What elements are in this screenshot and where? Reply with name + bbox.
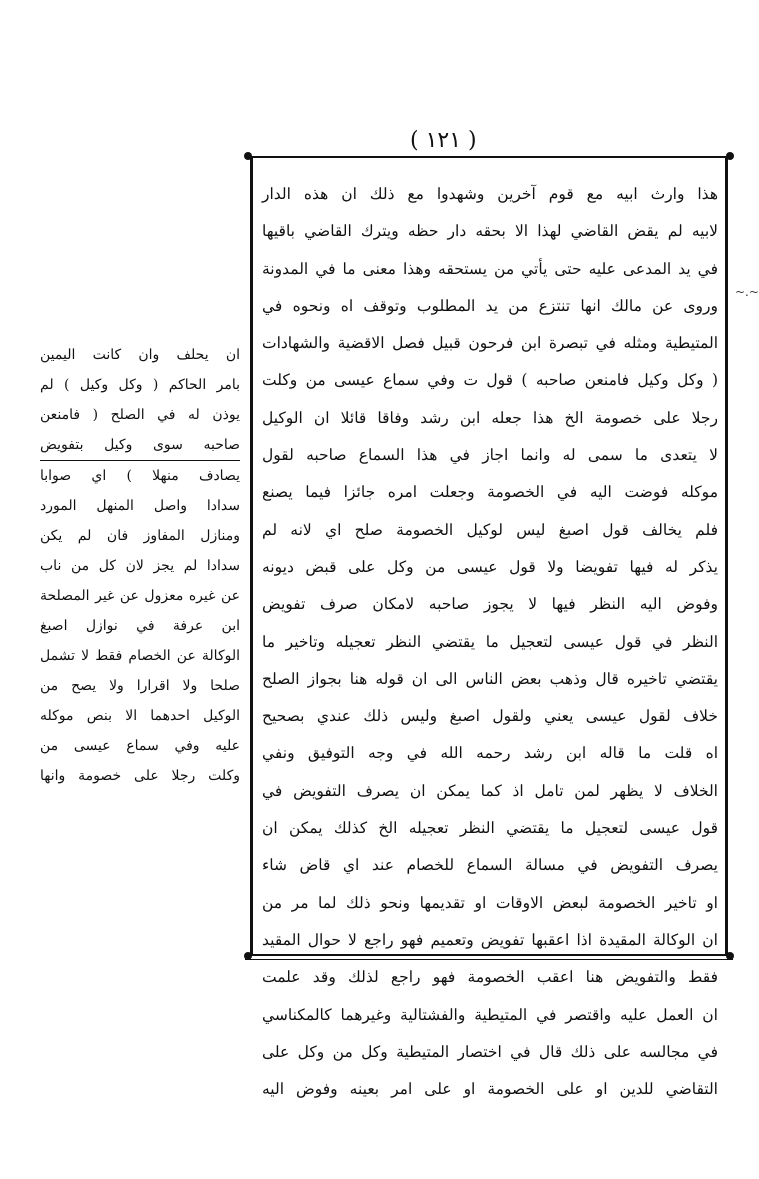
margin-line: يصادف منهلا ) اي صوابا — [40, 468, 240, 484]
text-line: النظر في قول عيسى لتعجيل ما يقتضي النظر تعجيله وتاخير ما — [262, 632, 718, 651]
margin-line: ابن عرفة في نوازل اصبغ — [40, 618, 240, 634]
text-line: وروى عن مالك انها تنتزع من يد المطلوب وتوقف اه ونحوه في — [262, 296, 718, 315]
margin-line: الوكيل احدهما الا بنص موكله — [40, 708, 240, 724]
text-line: في يد المدعى عليه حتى يأتي من يستحقه وهذا معنى ما في المدونة — [262, 259, 718, 278]
margin-line: الوكالة عن الخصام فقط لا تشمل — [40, 648, 240, 664]
margin-line: بامر الحاكم ( وكل وكيل ) لم — [40, 377, 240, 393]
text-line: المتيطية ومثله في تبصرة ابن فرحون قبيل فصل الاقضية والشهادات — [262, 334, 718, 353]
frame-corner-ornament — [726, 152, 734, 160]
text-line: اه قلت ما قاله ابن رشد رحمه الله في وجه التوفيق ونفي — [262, 744, 718, 763]
text-line: قول عيسى لتعجيل ما يقتضي النظر تعجيله الخ كذلك يمكن ان — [262, 819, 718, 838]
margin-line: صاحبه سوى وكيل بتفويض — [40, 430, 240, 461]
text-line: فلم يخالف قول اصبغ ليس لوكيل الخصومة صلح اي لانه لم — [262, 520, 718, 539]
side-mark: ~.~ — [735, 285, 759, 299]
margin-line: عليه وفي سماع عيسى من — [40, 738, 240, 754]
text-line: موكله فوضت اليه في الخصومة وجعلت امره جائزا فيما يصنع — [262, 483, 718, 502]
frame-corner-ornament — [726, 952, 734, 960]
page-number: ( ١٢١ ) — [410, 128, 477, 153]
text-line: يقتضي تاخيره قال وذهب بعض الناس الى ان قوله هنا بجواز الصلح — [262, 669, 718, 688]
text-line: لابيه لم يقض القاضي لهذا الا بحقه دار حظه ويترك القاضي باقيها — [262, 222, 718, 241]
margin-line: وكلت رجلا على خصومة وانها — [40, 768, 240, 784]
margin-line: سدادا لم يجز لان كل من ناب — [40, 558, 240, 574]
margin-line: سدادا واصل المنهل المورد — [40, 498, 240, 514]
main-body-text — [262, 176, 718, 1108]
margin-line: عن غيره معزول عن غير المصلحة — [40, 588, 240, 604]
margin-line: يوذن له في الصلح ( فامنعن — [40, 407, 240, 423]
text-line: خلاف لقول عيسى يعني ولقول اصبغ وليس ذلك عندي بصحيح — [262, 707, 718, 726]
margin-line: ان يحلف وان كانت اليمين — [40, 347, 240, 363]
frame-corner-ornament — [244, 952, 252, 960]
text-line: ( وكل وكيل فامنعن صاحبه ) قول ت وفي سماع عيسى من وكلت — [262, 371, 718, 390]
text-line: رجلا على خصومة الخ هذا جعله ابن رشد وفاقا قائلا ان الوكيل — [262, 408, 718, 427]
text-line: ان الوكالة المقيدة اذا اعقبها تفويض وتعميم فهو راجع لا حوال المقيد — [262, 930, 718, 949]
text-line: ان العمل عليه واقتصر في المتيطية والفشتالية وغيرهما كالمكناسي — [262, 1005, 718, 1024]
text-line: هذا وارث ابيه مع قوم آخرين وشهدوا مع ذلك ان هذه الدار — [262, 185, 718, 203]
frame-corner-ornament — [244, 152, 252, 160]
text-line: يذكر له فيها تفويضا ولا قول عيسى من وكل على قبض ديونه — [262, 557, 718, 576]
text-line: وفوض اليه النظر فيها لا يجوز صاحبه لامكان صرف تفويض — [262, 595, 718, 614]
margin-line: صلحا ولا اقرارا ولا يصح من — [40, 678, 240, 694]
text-line: يصرف التفويض في مسالة السماع للخصام عند اي قاض شاء — [262, 856, 718, 875]
text-line: الخلاف لا يظهر لمن تامل اذ كما يمكن ان يصرف التفويض في — [262, 781, 718, 800]
text-line: او تاخير الخصومة لبعض الاوقات او تقديمها ونحو ذلك لما مر من — [262, 893, 718, 912]
text-line: في مجالسه على ذلك قال في اختصار المتيطية وكل من وكل على — [262, 1042, 718, 1061]
margin-line: ومنازل المفاوز فان لم يكن — [40, 528, 240, 544]
text-line: فقط والتفويض هنا اعقب الخصومة فهو راجع لذلك وقد علمت — [262, 968, 718, 987]
margin-commentary — [40, 340, 240, 791]
text-line: لا يتعدى ما سمى له وانما اجاز في هذا السماع صاحبه لقول — [262, 446, 718, 465]
text-line: التقاضي للدين او على الخصومة او على امر بعينه وفوض اليه — [262, 1080, 718, 1099]
